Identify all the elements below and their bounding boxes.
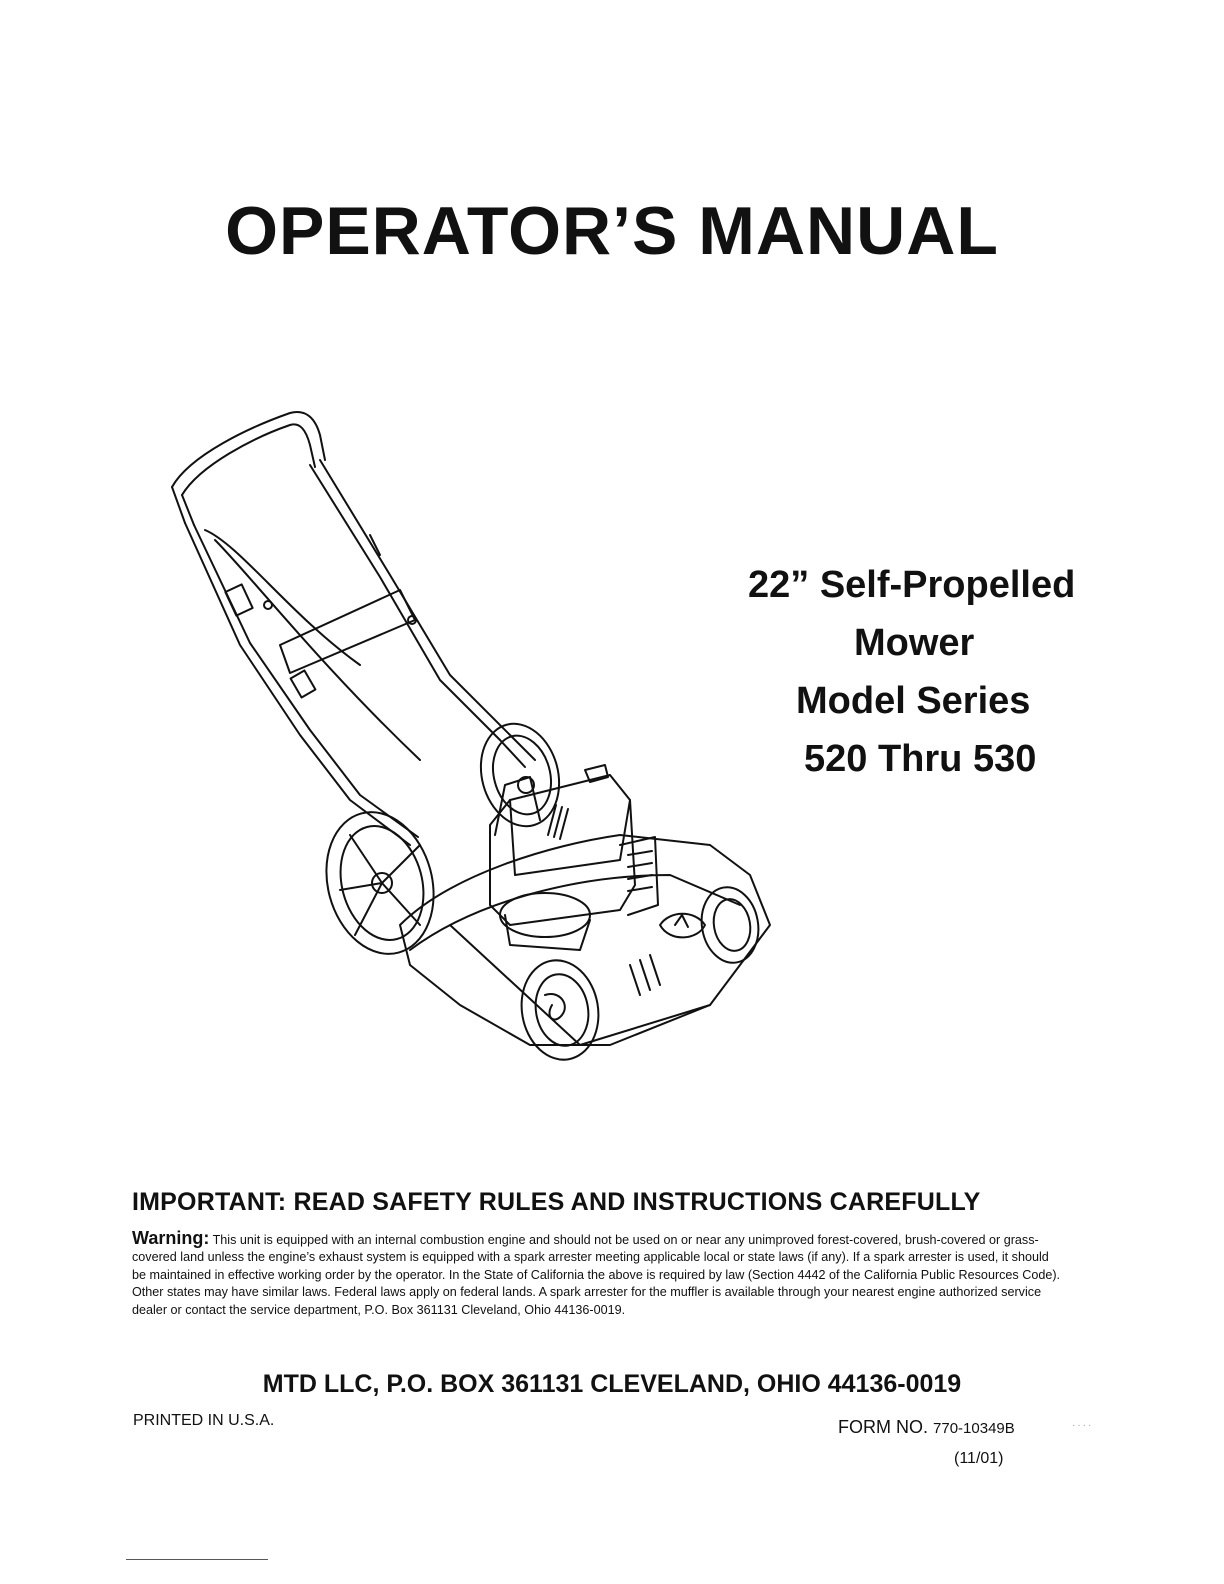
form-label: FORM NO. [838, 1417, 928, 1437]
safety-heading: IMPORTANT: READ SAFETY RULES AND INSTRUCTIONS CAREFULLY [132, 1188, 981, 1216]
lawn-mower-illustration [150, 405, 790, 1100]
form-number-block [838, 1417, 1015, 1438]
warning-label: Warning: [132, 1228, 210, 1248]
bottom-divider [126, 1559, 268, 1560]
mower-type-line: 22” Self-Propelled [748, 564, 1076, 606]
printed-in: PRINTED IN U.S.A. [133, 1412, 275, 1429]
scan-artifact-dots: ···· [1072, 1420, 1094, 1431]
mower-label: Mower [854, 622, 975, 664]
company-address: MTD LLC, P.O. BOX 361131 CLEVELAND, OHIO 44136-0019 [262, 1370, 962, 1398]
warning-text: This unit is equipped with an internal combustion engine and should not be used on or near any unimproved forest-covered, brush-covered or grass-covered land unless the engine’s exhaust system is equipped with a spark arrester meeting applicable local or state laws (if any). If a spark arrester is used, it should be maintained in effective working order by the operator. In the State of California the above is required by law (Section 4442 of the California Public Resources Code). Other states may have similar laws. Federal laws apply on federal lands. A spark arrester for the muffler is available through your nearest engine authorized service dealer or contact the service department, P.O. Box 361131 Cleveland, Ohio 44136-0019. [132, 1233, 1061, 1317]
page-title: OPERATOR’S MANUAL [225, 193, 999, 269]
form-number: 770-10349B [933, 1420, 1015, 1437]
model-series-range: 520 Thru 530 [804, 738, 1037, 780]
warning-paragraph [132, 1230, 1062, 1319]
model-info [720, 556, 1120, 788]
model-series-label: Model Series [796, 680, 1031, 722]
print-date: (11/01) [954, 1450, 1004, 1467]
